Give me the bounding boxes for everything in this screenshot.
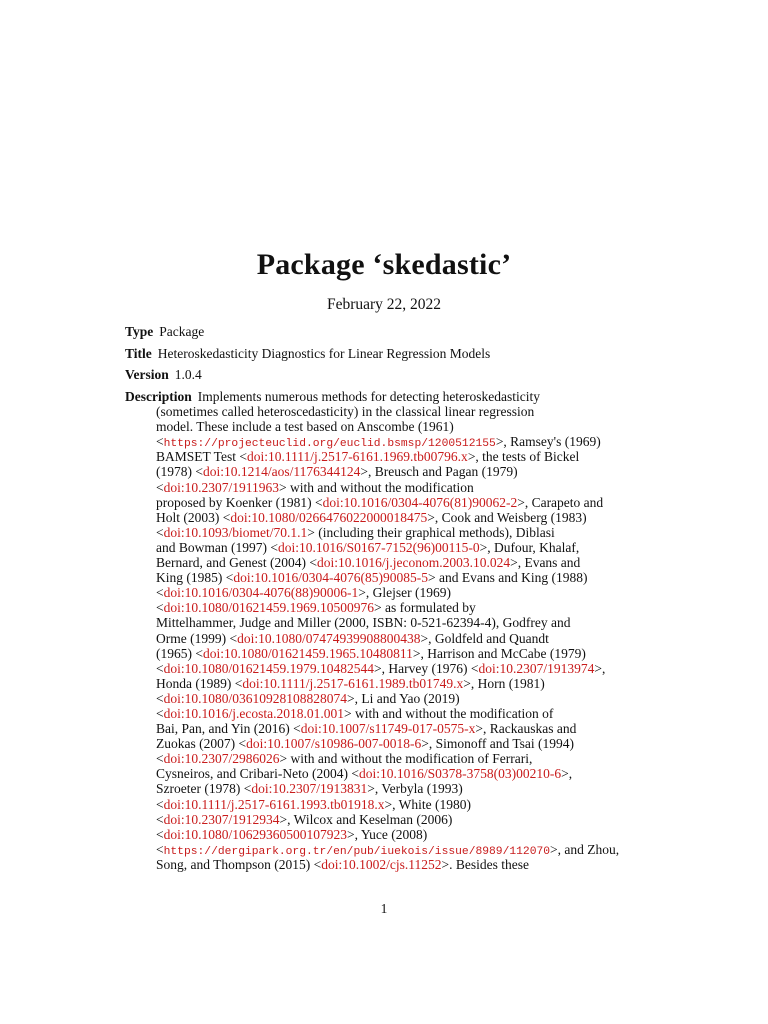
field-version (125, 367, 202, 382)
description-text: >, Simonoff and Tsai (1994) (421, 736, 575, 752)
description-text: (1978) < (156, 464, 203, 480)
description-text: < (156, 434, 164, 450)
url-link[interactable]: https://dergipark.org.tr/en/pub/iuekois/issue/8989/112070 (163, 845, 551, 858)
field-type (125, 324, 204, 339)
description-text: < (156, 585, 164, 601)
description-text: Bai, Pan, and Yin (2016) < (156, 721, 301, 737)
description-line (125, 857, 595, 872)
description-text: > with and without the modification of (343, 705, 554, 721)
field-description (125, 389, 620, 872)
description-line (125, 706, 595, 721)
field-title-value: Heteroskedasticity Diagnostics for Linear Regression Models (157, 346, 491, 361)
description-text: Holt (2003) < (156, 509, 231, 525)
description-text: >, Dufour, Khalaf, (479, 539, 580, 555)
description-line (125, 676, 595, 691)
description-text: (1965) < (156, 645, 203, 661)
description-text: (sometimes called heteroscedasticity) in the classical linear regression (156, 404, 535, 420)
doi-link[interactable]: doi:10.1002/cjs.11252 (321, 856, 442, 872)
description-text: >, the tests of Bickel (467, 449, 580, 465)
doi-link[interactable]: doi:10.1016/j.jeconom.2003.10.024 (316, 555, 511, 571)
description-text: >, Cook and Weisberg (1983) (427, 509, 587, 525)
description-line (125, 480, 595, 495)
description-line (125, 691, 595, 706)
field-title-label: Title (125, 346, 152, 361)
doi-link[interactable]: doi:10.1016/0304-4076(88)90006-1 (163, 585, 359, 601)
description-text: < (156, 479, 164, 495)
description-text: and Bowman (1997) < (156, 539, 278, 555)
description-line (125, 615, 595, 630)
description-line (125, 525, 595, 540)
description-text: < (156, 811, 164, 827)
description-text: King (1985) < (156, 570, 234, 586)
description-line (125, 464, 595, 479)
doi-link[interactable]: doi:10.1080/01621459.1965.10480811 (202, 645, 413, 661)
description-line (125, 404, 595, 419)
description-text: < (156, 841, 164, 857)
description-line (125, 631, 595, 646)
description-text: < (156, 705, 164, 721)
doi-link[interactable]: doi:10.1080/01621459.1969.10500976 (163, 600, 375, 616)
doi-link[interactable]: doi:10.1007/s10986-007-0018-6 (246, 736, 422, 752)
description-text: >, Wilcox and Keselman (2006) (279, 811, 453, 827)
url-link[interactable]: https://projecteuclid.org/euclid.bsmsp/1200512155 (163, 438, 496, 451)
description-text: >, Yuce (2008) (347, 826, 428, 842)
description-text: < (156, 524, 164, 540)
description-text: >, Goldfeld and Quandt (420, 630, 549, 646)
description-text: >, Evans and (510, 555, 581, 571)
description-text: >, Rackauskas and (475, 721, 577, 737)
description-text: < (156, 660, 164, 676)
field-version-label: Version (125, 367, 169, 382)
description-text: Song, and Thompson (2015) < (156, 856, 322, 872)
field-type-label: Type (125, 324, 154, 339)
description-line (125, 841, 620, 858)
doi-link[interactable]: doi:10.1016/S0378-3758(03)00210-6 (358, 766, 562, 782)
description-text: >, Carapeto and (517, 494, 604, 510)
doi-link[interactable]: doi:10.1111/j.2517-6161.1993.tb01918.x (163, 796, 385, 812)
description-text: >, (594, 660, 606, 676)
description-text: Zuokas (2007) < (156, 736, 247, 752)
description-text: > and Evans and King (1988) (427, 570, 588, 586)
description-text: >, Glejser (1969) (358, 585, 451, 601)
field-description-label: Description (125, 389, 192, 404)
description-text: Honda (1989) < (156, 675, 243, 691)
description-text: Bernard, and Genest (2004) < (156, 555, 317, 571)
description-text: >, Li and Yao (2019) (347, 690, 460, 706)
description-text: >, Harvey (1976) < (374, 660, 479, 676)
doi-link[interactable]: doi:10.1080/03610928108828074 (163, 690, 348, 706)
description-text: > as formulated by (374, 600, 476, 616)
description-text: >, Verbyla (1993) (367, 781, 463, 797)
field-type-value: Package (159, 324, 205, 339)
description-line (125, 389, 595, 404)
description-text: >. Besides these (441, 856, 529, 872)
doi-link[interactable]: doi:10.1093/biomet/70.1.1 (163, 524, 308, 540)
description-text: >, Harrison and McCabe (1979) (412, 645, 586, 661)
description-text: < (156, 796, 164, 812)
description-text: proposed by Koenker (1981) < (156, 494, 323, 510)
description-text: > (including their graphical methods), Diblasi (307, 524, 555, 540)
doi-link[interactable]: doi:10.1016/j.ecosta.2018.01.001 (163, 705, 344, 721)
description-text: Szroeter (1978) < (156, 781, 252, 797)
description-line (125, 721, 595, 736)
description-text: Cysneiros, and Cribari-Neto (2004) < (156, 766, 359, 782)
description-line (125, 600, 595, 615)
description-line (125, 570, 595, 585)
doi-link[interactable]: doi:10.1111/j.2517-6161.1989.tb01749.x (242, 675, 464, 691)
description-text: >, (561, 766, 573, 782)
doi-link[interactable]: doi:10.1111/j.2517-6161.1969.tb00796.x (246, 449, 468, 465)
description-text: < (156, 751, 164, 767)
doi-link[interactable]: doi:10.1016/0304-4076(81)90062-2 (322, 494, 518, 510)
description-text: model. These include a test based on Anscombe (1961) (156, 419, 454, 435)
description-line (125, 646, 595, 661)
doi-link[interactable]: doi:10.1016/S0167-7152(96)00115-0 (277, 539, 480, 555)
field-title (125, 346, 490, 361)
description-line (125, 434, 601, 451)
description-text: < (156, 690, 164, 706)
doi-link[interactable]: doi:10.1080/07474939908800438 (237, 630, 421, 646)
field-version-value: 1.0.4 (174, 367, 202, 382)
description-line (125, 585, 595, 600)
description-line (125, 419, 595, 434)
description-line (125, 494, 604, 510)
description-line (125, 781, 595, 796)
description-text: > with and without the modification (279, 479, 474, 495)
description-line (125, 660, 606, 676)
doi-link[interactable]: doi:10.2307/1912934 (163, 811, 280, 827)
description-line (125, 766, 595, 781)
package-title: Package ‘skedastic’ (256, 248, 512, 281)
description-text: Orme (1999) < (156, 630, 238, 646)
description-line (125, 510, 595, 525)
description-text: >, Ramsey's (1969) (495, 434, 601, 450)
description-line (125, 751, 595, 766)
description-text: >, and Zhou, (550, 841, 620, 857)
doi-link[interactable]: doi:10.2307/2986026 (163, 751, 280, 767)
doi-link[interactable]: doi:10.1080/0266476022000018475 (230, 509, 428, 525)
doi-link[interactable]: doi:10.1214/aos/1176344124 (202, 464, 361, 480)
description-line (125, 812, 595, 827)
doi-link[interactable]: doi:10.2307/1913974 (478, 660, 595, 676)
description-line (125, 736, 595, 751)
description-line (125, 797, 595, 812)
description-line (125, 827, 595, 842)
description-line (125, 449, 595, 464)
doi-link[interactable]: doi:10.1080/01621459.1979.10482544 (163, 660, 375, 676)
package-date: February 22, 2022 (326, 296, 442, 313)
doi-link[interactable]: doi:10.1016/0304-4076(85)90085-5 (233, 570, 428, 586)
description-text: Implements numerous methods for detecting heteroskedasticity (197, 389, 541, 404)
description-line (125, 540, 595, 555)
description-line (125, 555, 595, 570)
page-number: 1 (380, 901, 388, 916)
doi-link[interactable]: doi:10.2307/1911963 (163, 479, 280, 495)
doi-link[interactable]: doi:10.1007/s11749-017-0575-x (300, 721, 476, 737)
doi-link[interactable]: doi:10.1080/10629360500107923 (163, 826, 348, 842)
description-text: < (156, 826, 164, 842)
description-text: < (156, 600, 164, 616)
description-text: > with and without the modification of Ferrari, (279, 751, 533, 767)
description-text: >, Breusch and Pagan (1979) (360, 464, 518, 480)
description-text: >, Horn (1981) (463, 675, 545, 691)
description-text: >, White (1980) (384, 796, 471, 812)
description-text: Mittelhammer, Judge and Miller (2000, ISBN: 0-521-62394-4), Godfrey and (156, 615, 571, 631)
description-text: BAMSET Test < (156, 449, 247, 465)
doi-link[interactable]: doi:10.2307/1913831 (251, 781, 368, 797)
